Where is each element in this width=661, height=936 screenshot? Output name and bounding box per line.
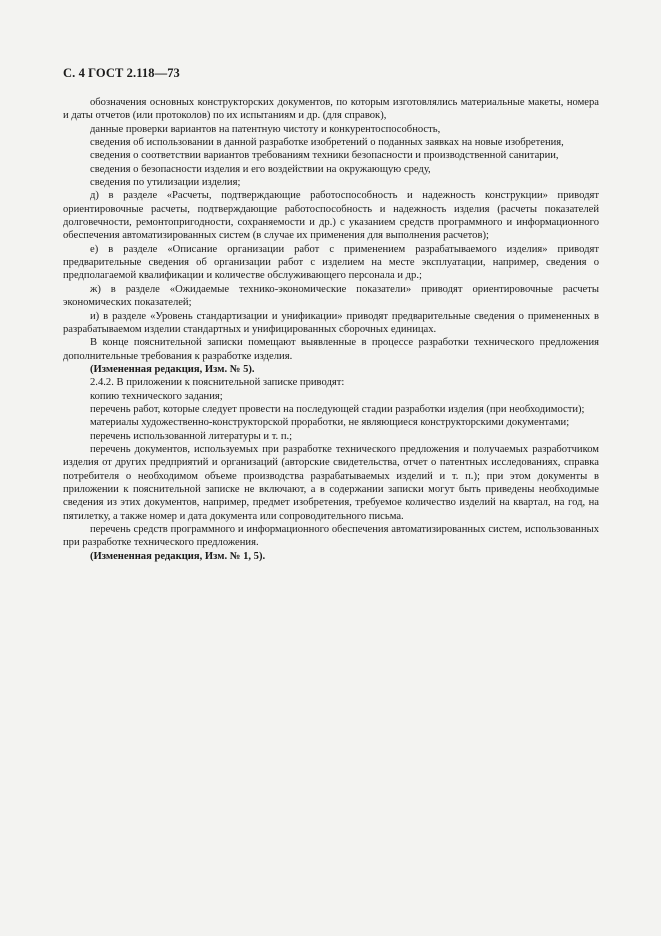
paragraph: В конце пояснительной записки помещают выявленные в процессе разработки технического предложения дополнительные требования к разработке изделия. xyxy=(63,337,599,362)
paragraph: 2.4.2. В приложении к пояснительной записке приводят: xyxy=(90,377,345,389)
paragraph: перечень документов, используемых при разработке технического предложения и получаемых разработчиком изделия от других предприятий и организаций (авторские свидетельства, отчет о патентных исследованиях, справка потребителя о необходимом объеме производства разрабатываемых изделий и т. п.); при этом документы в приложении к пояснительной записке не включают, а в содержании записки могут быть приведены необходимые сведения из этих документов, например, предмет изобретения, требуемое количество изделий на квартал, на год, на пятилетку, а также номер и дата документа или сопроводительного письма. xyxy=(63,443,599,522)
paragraph: д) в разделе «Расчеты, подтверждающие работоспособность и надежность конструкции» приводят ориентировочные расчеты, подтверждающие работоспособность и надежность изделия (расчеты показателей долговечности, ремонтопригодности, сохраняемости и др.) с указанием средств программного и информационного обеспечения автоматизированных систем (в случае их применения для выполнения расчетов); xyxy=(63,190,599,242)
paragraph: перечень использованной литературы и т. п.; xyxy=(90,430,293,442)
amendment-note: (Измененная редакция, Изм. № 5). xyxy=(90,363,255,375)
paragraph: сведения по утилизации изделия; xyxy=(90,177,241,189)
paragraph: копию технического задания; xyxy=(90,390,223,402)
paragraph: ж) в разделе «Ожидаемые технико-экономические показатели» приводят ориентировочные расчеты экономических показателей; xyxy=(63,283,599,309)
paragraph: данные проверки вариантов на патентную чистоту и конкурентоспособность, xyxy=(90,123,441,135)
paragraph: е) в разделе «Описание организации работ с применением разрабатываемого изделия» приводят предварительные сведения об организации работ с изделием на месте эксплуатации, например, сведения о предполагаемой квалификации и количестве обслуживающего персонала и др.; xyxy=(63,243,599,282)
body-text xyxy=(63,96,599,563)
paragraph: обозначения основных конструкторских документов, по которым изготовлялись материальные макеты, номера и даты отчетов (или протоколов) по их испытаниям и др. (для справок), xyxy=(63,97,599,122)
paragraph: и) в разделе «Уровень стандартизации и унификации» приводят предварительные сведения о примененных в разрабатываемом изделии стандартных и унифицированных сборочных единицах. xyxy=(63,310,599,335)
paragraph: перечень средств программного и информационного обеспечения автоматизированных систем, использованных при разработке технического предложения. xyxy=(63,524,599,549)
page-header: С. 4 ГОСТ 2.118—73 xyxy=(63,66,180,80)
paragraph: сведения о безопасности изделия и его воздействии на окружающую среду, xyxy=(90,163,431,175)
paragraph: сведения об использовании в данной разработке изобретений о поданных заявках на новые изобретения, xyxy=(90,137,564,149)
paragraph: материалы художественно-конструкторской проработки, не являющиеся конструкторскими документами; xyxy=(90,417,570,429)
paragraph: сведения о соответствии вариантов требованиям техники безопасности и производственной санитарии, xyxy=(90,150,559,162)
paragraph: перечень работ, которые следует провести на последующей стадии разработки изделия (при необходимости); xyxy=(90,403,585,415)
amendment-note: (Измененная редакция, Изм. № 1, 5). xyxy=(90,550,266,562)
